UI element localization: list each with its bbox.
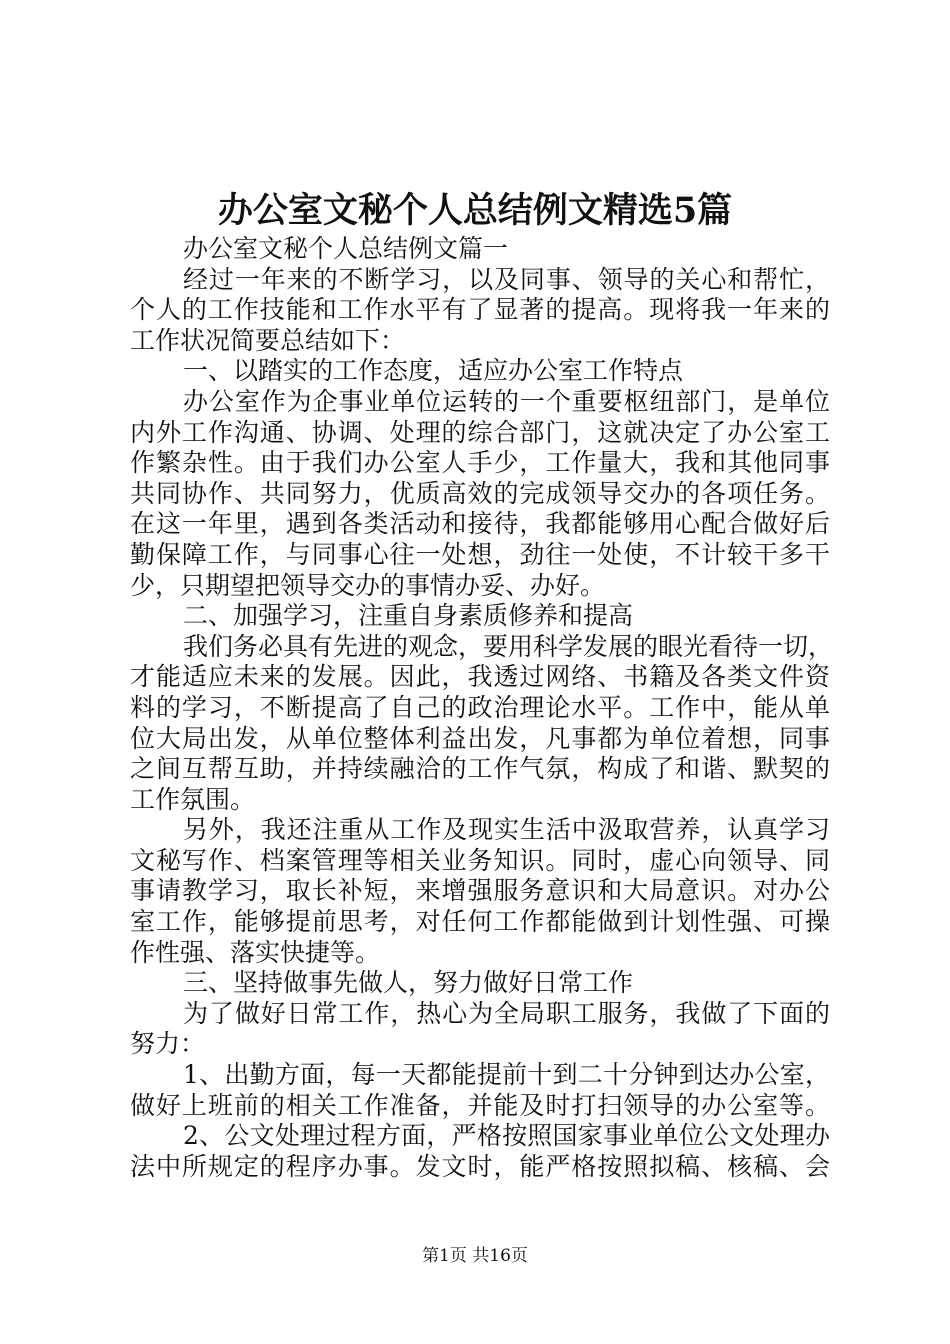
text-line: 才能适应未来的发展。因此，我透过网络、书籍及各类文件资 — [130, 662, 830, 692]
page-footer: 第1页 共16页 — [422, 1246, 528, 1266]
text-line: 1、出勤方面，每一天都能提前十到二十分钟到达办公室， — [183, 1060, 830, 1090]
text-line: 勤保障工作，与同事心往一处想，劲往一处使，不计较干多干 — [130, 539, 830, 569]
text-line: 内外工作沟通、协调、处理的综合部门，这就决定了办公室工 — [130, 417, 830, 447]
text-line: 工作氛围。 — [130, 784, 256, 814]
document-body — [130, 234, 834, 1182]
text-line: 为了做好日常工作，热心为全局职工服务，我做了下面的 — [183, 998, 830, 1028]
text-line: 个人的工作技能和工作水平有了显著的提高。现将我一年来的 — [130, 295, 830, 325]
text-line: 做好上班前的相关工作准备，并能及时打扫领导的办公室等。 — [130, 1090, 830, 1120]
text-line: 室工作，能够提前思考，对任何工作都能做到计划性强、可操 — [130, 907, 830, 937]
text-line: 我们务必具有先进的观念，要用科学发展的眼光看待一切， — [183, 631, 834, 661]
text-line: 之间互帮互助，并持续融洽的工作气氛，构成了和谐、默契的 — [130, 754, 830, 784]
text-line: 经过一年来的不断学习，以及同事、领导的关心和帮忙， — [183, 264, 830, 294]
text-line: 二、加强学习，注重自身素质修养和提高 — [183, 601, 634, 631]
text-line: 另外，我还注重从工作及现实生活中汲取营养，认真学习 — [183, 815, 830, 845]
text-line: 共同协作、共同努力，优质高效的完成领导交办的各项任务。 — [130, 478, 830, 508]
text-line: 2、公文处理过程方面，严格按照国家事业单位公文处理办 — [183, 1121, 830, 1151]
text-line: 作性强、落实快捷等。 — [130, 937, 381, 967]
text-line: 办公室文秘个人总结例文篇一 — [183, 234, 509, 263]
document-title: 办公室文秘个人总结例文精选5篇 — [217, 190, 733, 231]
text-line: 努力： — [130, 1029, 206, 1059]
text-line: 作繁杂性。由于我们办公室人手少，工作量大，我和其他同事 — [130, 448, 830, 478]
text-line: 料的学习，不断提高了自己的政治理论水平。工作中，能从单 — [130, 692, 830, 722]
text-line: 文秘写作、档案管理等相关业务知识。同时，虚心向领导、同 — [130, 845, 830, 875]
text-line: 工作状况简要总结如下： — [130, 325, 406, 355]
text-line: 办公室作为企事业单位运转的一个重要枢纽部门，是单位 — [183, 386, 830, 416]
text-line: 事请教学习，取长补短，来增强服务意识和大局意识。对办公 — [130, 876, 830, 906]
text-line: 一、以踏实的工作态度，适应办公室工作特点 — [183, 356, 684, 386]
text-line: 三、坚持做事先做人，努力做好日常工作 — [183, 968, 634, 998]
text-line: 少，只期望把领导交办的事情办妥、办好。 — [130, 570, 606, 600]
text-line: 在这一年里，遇到各类活动和接待，我都能够用心配合做好后 — [130, 509, 830, 539]
text-line: 位大局出发，从单位整体利益出发，凡事都为单位着想，同事 — [130, 723, 830, 753]
text-line: 法中所规定的程序办事。发文时，能严格按照拟稿、核稿、会 — [130, 1151, 830, 1181]
